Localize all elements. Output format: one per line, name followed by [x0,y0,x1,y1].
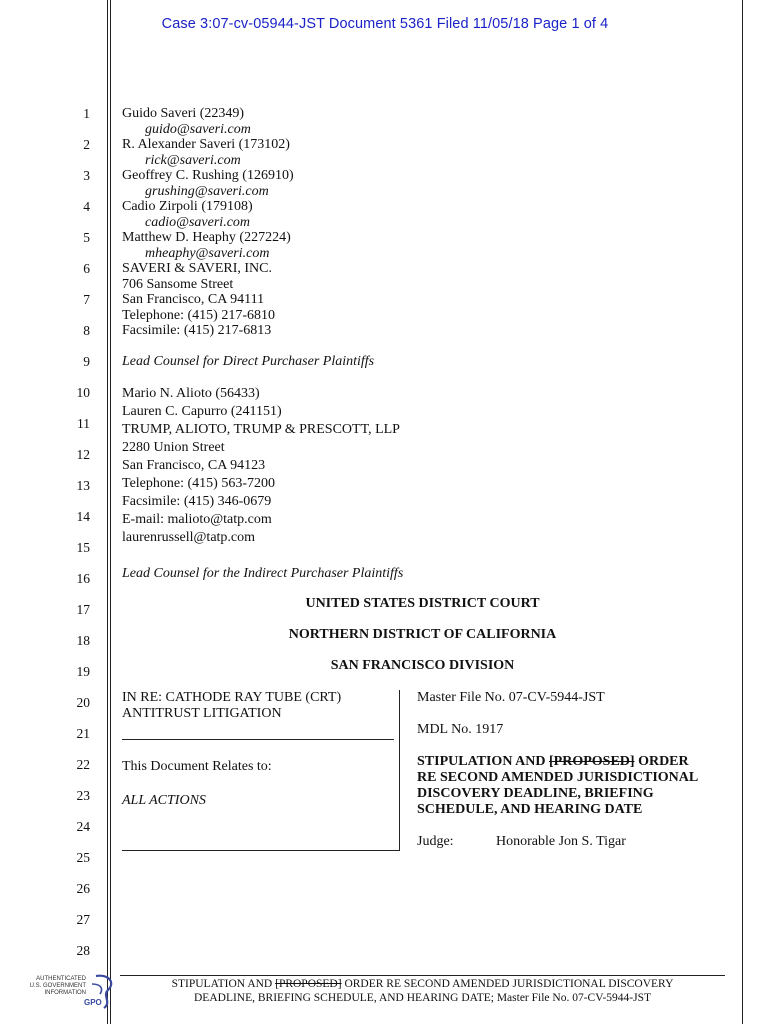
seal-text: AUTHENTICATED [36,976,86,982]
line-number: 8 [83,323,90,338]
seal-gpo-text: GPO [84,998,102,1007]
gpo-authentication-seal [28,972,108,1012]
struck-proposed: [PROPOSED] [549,754,635,769]
line-number: 23 [76,788,90,803]
relates-to-label: This Document Relates to: [122,759,272,774]
attorney-email: mheaphy@saveri.com [145,245,270,261]
firm-city: San Francisco, CA 94123 [122,458,266,473]
line-number: 1 [83,106,90,121]
firm-address: 706 Sansome Street [122,276,234,292]
line-number: 14 [76,509,90,524]
line-number: 20 [76,695,90,710]
seal-text: INFORMATION [44,990,86,996]
firm-email: E-mail: malioto@tatp.com [122,512,272,527]
page-footer [120,978,725,1005]
line-number: 15 [76,540,90,555]
line-number: 2 [83,137,90,152]
left-margin-rule-inner [110,0,111,1024]
judge-label: Judge: [417,834,454,849]
line-number: 28 [76,943,90,958]
line-number: 6 [83,261,90,276]
line-number: 10 [76,385,90,400]
line-number: 9 [83,354,90,369]
attorney-email: rick@saveri.com [145,152,241,168]
footer-text: ORDER RE SECOND AMENDED JURISDICTIONAL DISCOVERY [341,978,674,990]
attorney-name: Mario N. Alioto (56433) [122,386,260,401]
document-title: DISCOVERY DEADLINE, BRIEFING [417,786,654,801]
court-district: NORTHERN DISTRICT OF CALIFORNIA [288,627,557,642]
case-title: ANTITRUST LITIGATION [122,706,282,721]
line-number: 11 [77,416,90,431]
line-number: 4 [83,199,90,214]
line-number: 27 [76,912,90,927]
attorney-name: Lauren C. Capurro (241151) [122,404,282,419]
line-number: 25 [76,850,90,865]
caption-vertical-rule [399,690,400,851]
case-header: Case 3:07-cv-05944-JST Document 5361 Filed 11/05/18 Page 1 of 4 [161,16,609,32]
line-number: 26 [76,881,90,896]
caption-divider [122,739,394,740]
line-number: 17 [76,602,90,617]
document-title: RE SECOND AMENDED JURISDICTIONAL [417,770,699,785]
all-actions: ALL ACTIONS [122,793,206,808]
attorney-name: Cadio Zirpoli (179108) [122,199,253,214]
line-number: 18 [76,633,90,648]
line-number: 16 [76,571,90,586]
attorney-name: Geoffrey C. Rushing (126910) [122,168,294,183]
mdl-number: MDL No. 1917 [417,722,504,737]
firm-city: San Francisco, CA 94111 [122,292,265,307]
court-division: SAN FRANCISCO DIVISION [330,658,515,673]
counsel-role: Lead Counsel for the Indirect Purchaser Plaintiffs [122,566,404,581]
line-number: 12 [76,447,90,462]
line-number: 19 [76,664,90,679]
caption-bottom-rule [122,850,399,851]
document-title-text: STIPULATION AND [417,754,549,769]
attorney-email: grushing@saveri.com [145,183,269,199]
line-number: 22 [76,757,90,772]
line-number: 3 [83,168,90,183]
firm-telephone: Telephone: (415) 563-7200 [122,476,275,491]
attorney-name: R. Alexander Saveri (173102) [122,137,290,152]
document-title-text: ORDER [634,754,689,769]
line-number: 24 [76,819,90,834]
right-margin-rule [742,0,743,1024]
seal-text: U.S. GOVERNMENT [29,983,86,989]
footer-rule [120,975,725,976]
attorney-name: Guido Saveri (22349) [122,106,245,121]
line-number: 21 [76,726,90,741]
attorney-email: guido@saveri.com [145,121,251,137]
attorney-email: cadio@saveri.com [145,214,251,230]
counsel-role: Lead Counsel for Direct Purchaser Plaintiffs [122,354,375,369]
attorney-name: Matthew D. Heaphy (227224) [122,230,291,245]
left-margin-rule [107,0,108,1024]
firm-facsimile: Facsimile: (415) 217-6813 [122,323,272,338]
court-name: UNITED STATES DISTRICT COURT [305,596,540,611]
footer-struck-proposed: [PROPOSED] [275,978,342,990]
master-file-number: Master File No. 07-CV-5944-JST [417,690,605,705]
footer-line-2: DEADLINE, BRIEFING SCHEDULE, AND HEARING DATE; Master File No. 07-CV-5944-JST [194,991,651,1004]
firm-name: TRUMP, ALIOTO, TRUMP & PRESCOTT, LLP [122,422,400,437]
firm-facsimile: Facsimile: (415) 346-0679 [122,494,272,509]
document-title [417,754,689,770]
case-title: IN RE: CATHODE RAY TUBE (CRT) [122,690,342,705]
line-number: 13 [76,478,90,493]
footer-text: STIPULATION AND [171,978,276,990]
firm-name: SAVERI & SAVERI, INC. [122,261,273,276]
firm-telephone: Telephone: (415) 217-6810 [122,307,275,323]
line-number: 7 [83,292,90,307]
document-title: SCHEDULE, AND HEARING DATE [417,802,643,817]
judge-name: Honorable Jon S. Tigar [496,834,626,849]
firm-email: laurenrussell@tatp.com [122,530,256,545]
firm-address: 2280 Union Street [122,440,225,455]
footer-line-1 [120,978,725,992]
line-number: 5 [83,230,90,245]
